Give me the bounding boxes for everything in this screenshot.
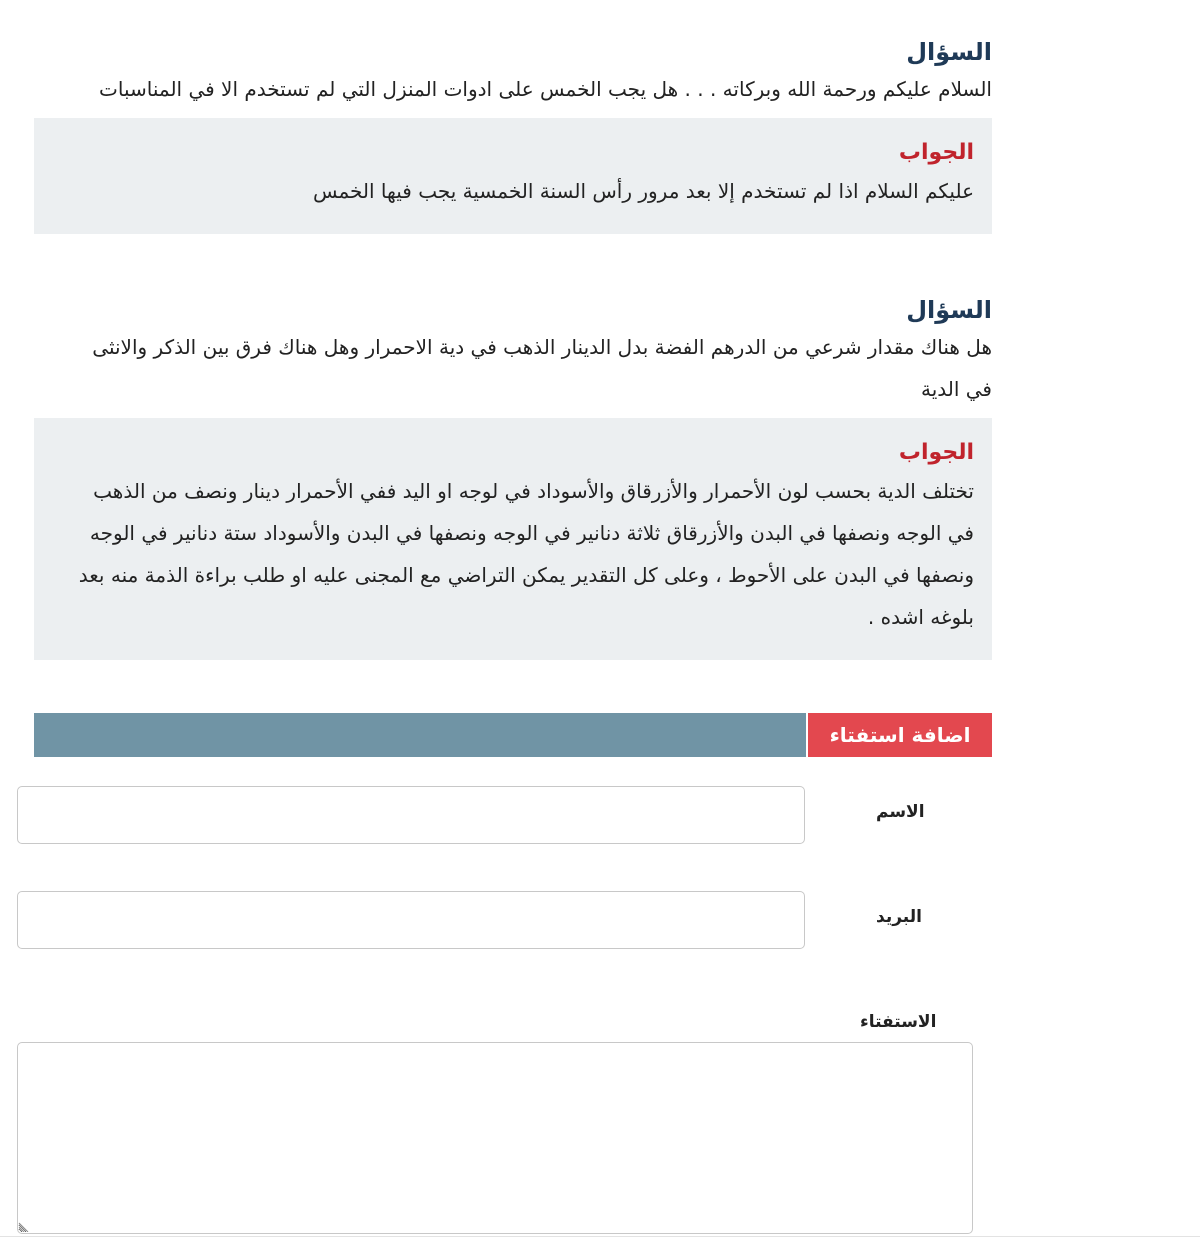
answer-title: الجواب xyxy=(898,140,974,165)
email-label: البريد xyxy=(876,907,922,927)
question-textarea[interactable] xyxy=(17,1042,973,1234)
answer-title: الجواب xyxy=(898,440,974,465)
answer-text: عليكم السلام اذا لم تستخدم إلا بعد مرور رأس السنة الخمسية يجب فيها الخمس xyxy=(312,179,974,203)
question-text: هل هناك مقدار شرعي من الدرهم الفضة بدل الدينار الذهب في دية الاحمرار وهل هناك فرق بين الذكر والانثى في الدية xyxy=(92,335,992,401)
name-label: الاسم xyxy=(876,802,925,822)
name-input[interactable] xyxy=(17,786,805,844)
qa-item xyxy=(34,36,992,234)
question-title: السؤال xyxy=(906,38,992,66)
answer-text: تختلف الدية بحسب لون الأحمرار والأزرقاق والأسوداد في لوجه او اليد ففي الأحمرار دينار ونصف من الذهب في الوجه ونصفها في البدن والأزرقاق ثلاثة دنانير في الوجه ونصفها في البدن والأسوداد ستة دنانير في الوجه ونصفها في البدن على الأحوط ، وعلى كل التقدير يمكن التراضي مع المجنى عليه او طلب براءة الذمة منه بعد بلوغه اشده . xyxy=(78,479,974,629)
add-fatwa-header xyxy=(34,713,992,757)
question-text: السلام عليكم ورحمة الله وبركاته . . . هل يجب الخمس على ادوات المنزل التي لم تستخدم الا في المناسبات xyxy=(99,77,992,101)
qa-item xyxy=(34,294,992,660)
question-title: السؤال xyxy=(906,296,992,324)
email-input[interactable] xyxy=(17,891,805,949)
answer-box xyxy=(34,118,992,234)
question-label: الاستفتاء xyxy=(860,1012,937,1032)
resize-grip-icon[interactable] xyxy=(18,1218,32,1232)
divider xyxy=(0,1236,1200,1237)
answer-box xyxy=(34,418,992,660)
add-fatwa-tab[interactable]: اضافة استفتاء xyxy=(806,713,992,757)
